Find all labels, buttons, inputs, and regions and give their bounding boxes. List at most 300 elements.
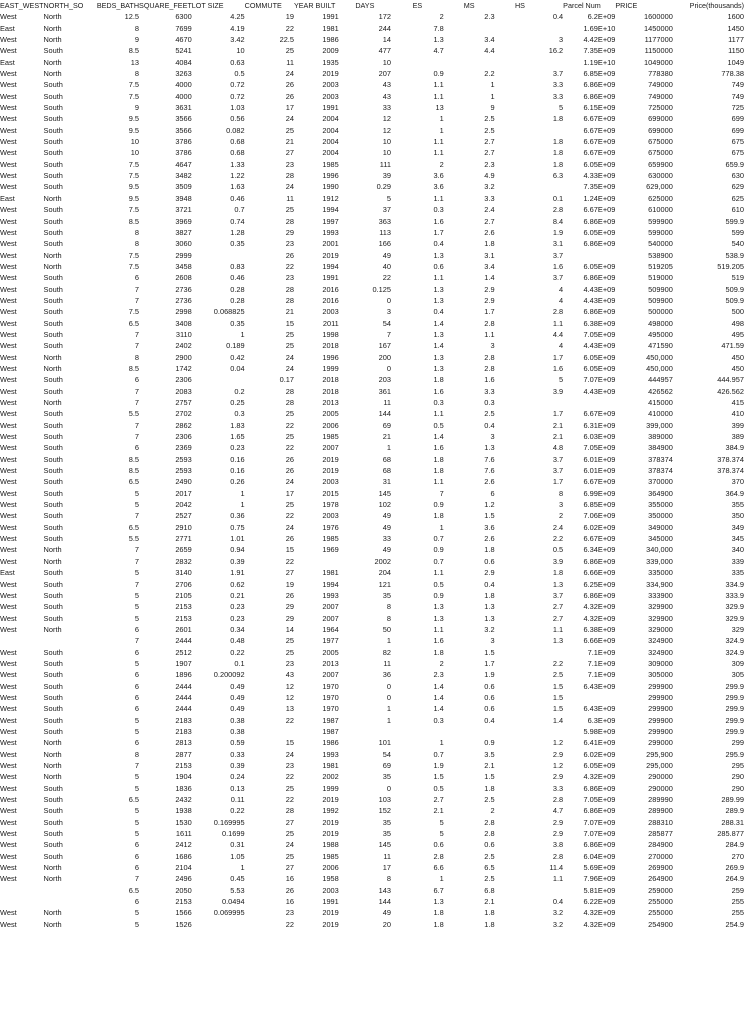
- cell-days[interactable]: 33: [382, 534, 391, 544]
- cell-price-thousands[interactable]: 389: [731, 432, 744, 442]
- cell-ms[interactable]: 1.8: [484, 908, 495, 918]
- cell-year-built[interactable]: 2002: [322, 772, 339, 782]
- cell-parcel-num[interactable]: 7.05E+09: [583, 795, 616, 805]
- cell-es[interactable]: [391, 726, 444, 737]
- cell-east-west[interactable]: East: [0, 57, 15, 67]
- cell-hs[interactable]: [495, 193, 546, 204]
- cell-lot-size[interactable]: 0.63: [230, 57, 245, 67]
- cell-ms[interactable]: 2.4: [484, 205, 495, 215]
- cell-blank[interactable]: 1.8: [552, 159, 564, 169]
- cell-es[interactable]: 5: [439, 817, 444, 827]
- cell-square-feet[interactable]: 1686: [175, 851, 192, 861]
- cell-hs[interactable]: [495, 567, 546, 578]
- cell-hs[interactable]: [495, 817, 546, 828]
- cell-commute[interactable]: 22: [285, 511, 294, 521]
- cell-price[interactable]: 255000: [648, 908, 673, 918]
- cell-price[interactable]: 299900: [648, 681, 673, 691]
- cell-year-built[interactable]: 2004: [322, 148, 339, 158]
- cell-parcel-num[interactable]: 5.98E+09: [583, 726, 616, 736]
- cell-price[interactable]: 299000: [648, 738, 673, 748]
- cell-ms[interactable]: 2.8: [484, 829, 495, 839]
- cell-lot-size[interactable]: 0.46: [230, 193, 245, 203]
- cell-commute[interactable]: 15: [285, 545, 294, 555]
- cell-price-thousands[interactable]: 778.38: [721, 69, 744, 79]
- cell-commute[interactable]: 22.5: [279, 35, 294, 44]
- cell-commute[interactable]: 43: [285, 670, 294, 680]
- cell-es[interactable]: 1.4: [433, 704, 444, 714]
- cell-blank[interactable]: 3: [559, 500, 564, 510]
- cell-hs[interactable]: [495, 454, 546, 465]
- cell-price-thousands[interactable]: 1600: [727, 12, 744, 22]
- cell-ms[interactable]: 0.6: [484, 704, 495, 714]
- cell-north-south[interactable]: South: [43, 477, 63, 487]
- cell-es[interactable]: 1: [439, 125, 444, 135]
- cell-commute[interactable]: 23: [285, 273, 294, 283]
- cell-lot-size[interactable]: 0.62: [230, 579, 245, 589]
- cell-ms[interactable]: 3: [490, 341, 495, 351]
- cell-year-built[interactable]: 1990: [322, 182, 339, 192]
- cell-year-built[interactable]: 1987: [322, 726, 339, 736]
- cell-parcel-num[interactable]: 1.19E+10: [583, 57, 616, 67]
- cell-parcel-num[interactable]: 4.32E+09: [583, 602, 616, 612]
- cell-hs[interactable]: [495, 295, 546, 306]
- cell-price-thousands[interactable]: 625: [731, 193, 744, 203]
- header-commute[interactable]: COMMUTE: [244, 1, 282, 11]
- cell-commute[interactable]: 26: [285, 250, 294, 260]
- cell-commute[interactable]: 24: [285, 114, 294, 124]
- cell-year-built[interactable]: 1991: [322, 273, 339, 283]
- cell-price-thousands[interactable]: 324.9: [725, 636, 744, 646]
- cell-beds-baths[interactable]: 12.5: [124, 12, 140, 22]
- cell-blank[interactable]: 16.2: [548, 46, 564, 56]
- cell-hs[interactable]: [495, 488, 546, 499]
- cell-commute[interactable]: 11: [286, 193, 294, 203]
- cell-price[interactable]: 599000: [648, 227, 673, 237]
- cell-north-south[interactable]: North: [43, 193, 62, 203]
- cell-price[interactable]: 1049000: [644, 57, 673, 67]
- cell-square-feet[interactable]: 5241: [175, 46, 192, 56]
- cell-east-west[interactable]: [0, 896, 44, 907]
- cell-parcel-num[interactable]: 6.86E+09: [583, 783, 616, 793]
- cell-beds-baths[interactable]: 6: [134, 738, 140, 748]
- cell-ms[interactable]: 1.8: [484, 545, 495, 555]
- cell-beds-baths[interactable]: 8.5: [128, 466, 140, 476]
- cell-east-west[interactable]: West: [0, 726, 17, 736]
- cell-hs[interactable]: [495, 11, 546, 22]
- cell-square-feet[interactable]: 3509: [175, 182, 192, 192]
- cell-square-feet[interactable]: 2402: [175, 341, 192, 351]
- cell-square-feet[interactable]: 2369: [175, 443, 192, 453]
- cell-east-west[interactable]: West: [0, 227, 17, 237]
- cell-lot-size[interactable]: 0.22: [230, 806, 245, 816]
- cell-year-built[interactable]: 2004: [322, 125, 339, 135]
- cell-beds-baths[interactable]: 5: [134, 568, 140, 578]
- cell-price-thousands[interactable]: 495: [731, 329, 744, 339]
- cell-es[interactable]: 1.8: [433, 919, 444, 929]
- cell-square-feet[interactable]: 2412: [175, 840, 192, 850]
- cell-days[interactable]: 172: [378, 12, 391, 22]
- cell-blank[interactable]: 1.7: [552, 352, 564, 362]
- cell-blank[interactable]: 4: [559, 341, 564, 351]
- cell-beds-baths[interactable]: 8: [134, 69, 140, 79]
- cell-lot-size[interactable]: 0.23: [230, 602, 245, 612]
- cell-days[interactable]: 1: [386, 443, 391, 453]
- cell-blank[interactable]: 1.3: [552, 636, 564, 646]
- cell-beds-baths[interactable]: 5: [134, 715, 140, 725]
- cell-price[interactable]: 1600000: [644, 12, 673, 22]
- cell-beds-baths[interactable]: 6: [134, 704, 140, 714]
- cell-east-west[interactable]: West: [0, 239, 17, 249]
- cell-price[interactable]: 778380: [648, 69, 673, 79]
- cell-year-built[interactable]: 1991: [322, 103, 339, 113]
- cell-beds-baths[interactable]: 13: [130, 57, 140, 67]
- cell-parcel-num[interactable]: 7.35E+09: [583, 46, 616, 56]
- cell-es[interactable]: 1.3: [433, 352, 444, 362]
- cell-commute[interactable]: 22: [285, 261, 294, 271]
- cell-lot-size[interactable]: 4.19: [230, 23, 245, 33]
- cell-days[interactable]: 40: [382, 261, 391, 271]
- cell-north-south[interactable]: North: [43, 545, 62, 555]
- cell-price[interactable]: 540000: [648, 239, 673, 249]
- cell-hs[interactable]: [495, 681, 546, 692]
- cell-year-built[interactable]: 2001: [322, 239, 339, 249]
- cell-blank[interactable]: 1.2: [552, 738, 564, 748]
- cell-beds-baths[interactable]: 7.5: [128, 171, 140, 181]
- cell-es[interactable]: 7.8: [433, 23, 444, 33]
- cell-year-built[interactable]: 1996: [322, 352, 339, 362]
- cell-east-west[interactable]: West: [0, 806, 17, 816]
- cell-north-south[interactable]: North: [43, 749, 62, 759]
- cell-square-feet[interactable]: 2608: [175, 273, 192, 283]
- cell-price[interactable]: 509900: [648, 295, 673, 305]
- cell-north-south[interactable]: South: [43, 216, 63, 226]
- cell-lot-size[interactable]: 0.2: [234, 386, 245, 396]
- cell-beds-baths[interactable]: 7: [134, 329, 140, 339]
- cell-ms[interactable]: 2.7: [484, 216, 495, 226]
- cell-price-thousands[interactable]: 498: [731, 318, 744, 328]
- cell-east-west[interactable]: West: [0, 103, 17, 113]
- cell-beds-baths[interactable]: 7: [134, 761, 140, 770]
- cell-blank[interactable]: 6.3: [552, 171, 564, 181]
- cell-blank[interactable]: 2.8: [552, 795, 564, 805]
- cell-blank[interactable]: 3.9: [552, 386, 564, 396]
- cell-north-south[interactable]: South: [43, 148, 63, 158]
- cell-price-thousands[interactable]: 290: [731, 783, 744, 793]
- cell-price[interactable]: 270000: [648, 851, 673, 861]
- cell-hs[interactable]: [495, 159, 546, 170]
- cell-days[interactable]: 37: [382, 205, 391, 215]
- cell-lot-size[interactable]: 10: [236, 46, 245, 56]
- cell-parcel-num[interactable]: [563, 397, 615, 408]
- cell-days[interactable]: 0: [386, 692, 391, 702]
- cell-beds-baths[interactable]: 7: [134, 636, 140, 646]
- cell-price[interactable]: 749000: [648, 80, 673, 90]
- cell-es[interactable]: 1: [439, 114, 444, 124]
- cell-north-south[interactable]: [44, 635, 97, 646]
- cell-commute[interactable]: 24: [285, 840, 294, 850]
- cell-east-west[interactable]: East: [0, 23, 15, 33]
- cell-hs[interactable]: [495, 147, 546, 158]
- cell-year-built[interactable]: 2019: [322, 829, 339, 839]
- cell-blank[interactable]: 3.7: [552, 590, 564, 600]
- cell-square-feet[interactable]: 2771: [175, 534, 192, 544]
- cell-north-south[interactable]: South: [43, 273, 63, 283]
- cell-days[interactable]: 33: [382, 103, 391, 113]
- cell-lot-size[interactable]: 1: [240, 863, 245, 873]
- cell-blank[interactable]: 1.6: [552, 363, 564, 373]
- cell-year-built[interactable]: 2019: [322, 454, 339, 464]
- cell-beds-baths[interactable]: 8: [134, 352, 140, 362]
- cell-price[interactable]: 749000: [648, 91, 673, 101]
- cell-blank[interactable]: 3.8: [552, 840, 564, 850]
- cell-price[interactable]: 335000: [648, 568, 673, 578]
- cell-lot-size[interactable]: 0.42: [230, 352, 245, 362]
- cell-ms[interactable]: 1: [490, 80, 495, 90]
- cell-parcel-num[interactable]: [563, 250, 615, 261]
- cell-blank[interactable]: 1.5: [552, 704, 564, 714]
- cell-north-south[interactable]: South: [43, 590, 63, 600]
- cell-es[interactable]: 0.3: [433, 205, 444, 215]
- cell-days[interactable]: 8: [386, 602, 391, 612]
- cell-north-south[interactable]: South: [43, 466, 63, 476]
- cell-commute[interactable]: 26: [285, 534, 294, 544]
- cell-north-south[interactable]: South: [43, 80, 63, 90]
- cell-es[interactable]: 3.6: [433, 171, 444, 181]
- cell-hs[interactable]: [495, 579, 546, 590]
- cell-beds-baths[interactable]: 6.5: [128, 477, 140, 487]
- cell-price[interactable]: 329900: [648, 613, 673, 623]
- cell-east-west[interactable]: West: [0, 307, 17, 317]
- cell-price-thousands[interactable]: 659.9: [725, 159, 744, 169]
- cell-ms[interactable]: 6: [490, 488, 495, 498]
- cell-square-feet[interactable]: 2444: [175, 692, 192, 702]
- cell-days[interactable]: 12: [382, 125, 391, 135]
- cell-ms[interactable]: 1.5: [484, 511, 495, 521]
- cell-price[interactable]: 498000: [648, 318, 673, 328]
- cell-north-south[interactable]: South: [43, 307, 63, 317]
- cell-blank[interactable]: 0.4: [552, 12, 564, 22]
- header-days[interactable]: DAYS: [355, 1, 375, 11]
- cell-price[interactable]: 500000: [648, 307, 673, 317]
- cell-north-south[interactable]: North: [43, 738, 62, 748]
- cell-blank[interactable]: [545, 726, 563, 737]
- cell-north-south[interactable]: North: [43, 624, 62, 634]
- cell-hs[interactable]: [495, 57, 546, 68]
- cell-blank[interactable]: 1.8: [552, 568, 564, 578]
- cell-east-west[interactable]: West: [0, 250, 17, 260]
- cell-commute[interactable]: 28: [285, 398, 294, 407]
- cell-days[interactable]: 477: [378, 46, 391, 56]
- cell-ms[interactable]: 2.8: [484, 363, 495, 373]
- cell-lot-size[interactable]: 0.49: [230, 681, 245, 691]
- cell-price-thousands[interactable]: 749: [731, 80, 744, 90]
- cell-days[interactable]: 152: [378, 806, 391, 816]
- cell-commute[interactable]: 25: [285, 500, 294, 510]
- cell-commute[interactable]: 26: [285, 80, 294, 90]
- cell-ms[interactable]: 1.6: [484, 375, 495, 385]
- cell-blank[interactable]: 1.6: [552, 261, 564, 271]
- cell-commute[interactable]: 24: [285, 363, 294, 373]
- cell-days[interactable]: 11: [383, 398, 391, 407]
- cell-es[interactable]: 0.9: [433, 500, 444, 510]
- cell-north-south[interactable]: North: [43, 919, 62, 929]
- cell-north-south[interactable]: South: [43, 534, 63, 544]
- cell-es[interactable]: 0.6: [433, 840, 444, 850]
- cell-year-built[interactable]: 1970: [322, 692, 339, 702]
- cell-year-built[interactable]: 1985: [322, 432, 339, 442]
- cell-ms[interactable]: 1.2: [484, 500, 495, 510]
- cell-lot-size[interactable]: 0.39: [230, 556, 245, 566]
- cell-east-west[interactable]: West: [0, 375, 17, 385]
- cell-east-west[interactable]: West: [0, 341, 17, 351]
- cell-parcel-num[interactable]: 4.43E+09: [583, 386, 616, 396]
- cell-beds-baths[interactable]: 5: [134, 613, 140, 623]
- cell-price-thousands[interactable]: 299.9: [725, 692, 744, 702]
- cell-blank[interactable]: 1.8: [552, 114, 564, 124]
- cell-es[interactable]: 1.8: [433, 375, 444, 385]
- cell-price[interactable]: 725000: [648, 103, 673, 113]
- cell-lot-size[interactable]: 0.74: [230, 216, 245, 226]
- cell-commute[interactable]: 27: [285, 817, 294, 827]
- cell-es[interactable]: 5: [439, 829, 444, 839]
- cell-beds-baths[interactable]: 6: [134, 624, 140, 634]
- cell-price-thousands[interactable]: 450: [731, 352, 744, 362]
- cell-es[interactable]: 1.3: [433, 295, 444, 305]
- cell-east-west[interactable]: West: [0, 182, 17, 192]
- cell-blank[interactable]: 3: [559, 35, 564, 44]
- cell-es[interactable]: 0.6: [433, 261, 444, 271]
- cell-beds-baths[interactable]: 7: [134, 398, 140, 407]
- cell-price[interactable]: 299900: [648, 715, 673, 725]
- cell-ms[interactable]: 6.5: [484, 863, 495, 873]
- cell-lot-size[interactable]: 1.91: [230, 568, 245, 578]
- cell-year-built[interactable]: 2019: [322, 69, 339, 79]
- cell-parcel-num[interactable]: 6.05E+09: [583, 352, 616, 362]
- cell-es[interactable]: 1: [439, 874, 444, 884]
- cell-north-south[interactable]: South: [43, 726, 63, 736]
- cell-square-feet[interactable]: 1611: [175, 829, 192, 839]
- cell-price[interactable]: 426562: [648, 386, 673, 396]
- cell-hs[interactable]: [495, 79, 546, 90]
- cell-price[interactable]: 675000: [648, 148, 673, 158]
- cell-beds-baths[interactable]: 5.5: [128, 409, 140, 419]
- cell-square-feet[interactable]: 3566: [175, 125, 192, 135]
- cell-price-thousands[interactable]: 538.9: [725, 250, 744, 260]
- cell-year-built[interactable]: 1994: [322, 579, 339, 589]
- cell-parcel-num[interactable]: 6.86E+09: [583, 840, 616, 850]
- cell-commute[interactable]: 16: [285, 897, 294, 907]
- cell-square-feet[interactable]: 1896: [175, 670, 192, 680]
- cell-parcel-num[interactable]: 7.96E+09: [583, 874, 616, 884]
- cell-lot-size[interactable]: 0.94: [230, 545, 245, 555]
- cell-lot-size[interactable]: 0.49: [230, 692, 245, 702]
- cell-ms[interactable]: 2.7: [484, 137, 495, 147]
- cell-lot-size[interactable]: [192, 919, 245, 930]
- cell-east-west[interactable]: West: [0, 919, 17, 929]
- cell-north-south[interactable]: South: [43, 795, 63, 805]
- cell-north-south[interactable]: South: [43, 114, 63, 124]
- cell-blank[interactable]: 8: [559, 488, 564, 498]
- cell-lot-size[interactable]: 0.34: [230, 624, 245, 634]
- cell-days[interactable]: 36: [382, 670, 391, 680]
- cell-price-thousands[interactable]: 324.9: [725, 647, 744, 657]
- cell-lot-size[interactable]: [192, 374, 245, 385]
- cell-parcel-num[interactable]: 4.43E+09: [583, 341, 616, 351]
- cell-east-west[interactable]: West: [0, 386, 17, 396]
- cell-square-feet[interactable]: 3110: [175, 329, 192, 339]
- cell-square-feet[interactable]: 2153: [175, 613, 192, 623]
- cell-ms[interactable]: 1.9: [484, 670, 495, 680]
- cell-price[interactable]: 625000: [648, 193, 673, 203]
- cell-beds-baths[interactable]: 5: [134, 590, 140, 600]
- cell-price[interactable]: 675000: [648, 137, 673, 147]
- cell-days[interactable]: 145: [378, 488, 391, 498]
- cell-hs[interactable]: [495, 182, 546, 193]
- cell-blank[interactable]: 3.3: [552, 783, 564, 793]
- cell-beds-baths[interactable]: 6: [134, 670, 140, 680]
- cell-parcel-num[interactable]: 4.42E+09: [583, 35, 616, 44]
- cell-es[interactable]: 1.8: [433, 511, 444, 521]
- cell-parcel-num[interactable]: 6.86E+09: [583, 556, 616, 566]
- cell-es[interactable]: 1.7: [433, 227, 444, 237]
- cell-es[interactable]: 0.5: [433, 579, 444, 589]
- cell-square-feet[interactable]: 2998: [175, 307, 192, 317]
- cell-blank[interactable]: 1.1: [552, 874, 564, 884]
- cell-blank[interactable]: 1.7: [552, 409, 564, 419]
- cell-price[interactable]: 1450000: [644, 23, 673, 33]
- cell-square-feet[interactable]: 4000: [175, 80, 192, 90]
- cell-square-feet[interactable]: 1836: [175, 783, 192, 793]
- cell-price-thousands[interactable]: 345: [731, 534, 744, 544]
- cell-price-thousands[interactable]: 255: [731, 908, 744, 918]
- cell-price-thousands[interactable]: 288.31: [721, 817, 744, 827]
- cell-lot-size[interactable]: 0.16: [230, 454, 245, 464]
- cell-beds-baths[interactable]: 7: [134, 511, 140, 521]
- cell-lot-size[interactable]: 0.24: [230, 772, 245, 782]
- cell-parcel-num[interactable]: 1.69E+10: [583, 23, 616, 33]
- cell-hs[interactable]: [495, 68, 546, 79]
- cell-lot-size[interactable]: 0.11: [230, 795, 245, 805]
- cell-price[interactable]: 259000: [648, 885, 673, 895]
- cell-es[interactable]: 0.9: [433, 590, 444, 600]
- cell-east-west[interactable]: West: [0, 840, 17, 850]
- cell-commute[interactable]: 25: [285, 329, 294, 339]
- cell-beds-baths[interactable]: 7.5: [128, 159, 140, 169]
- cell-parcel-num[interactable]: 6.67E+09: [583, 205, 616, 215]
- cell-lot-size[interactable]: [192, 250, 245, 261]
- cell-year-built[interactable]: 1976: [322, 522, 339, 532]
- cell-east-west[interactable]: West: [0, 329, 17, 339]
- cell-commute[interactable]: 21: [285, 307, 294, 317]
- cell-ms[interactable]: 2.3: [484, 12, 495, 22]
- header-es[interactable]: ES: [412, 1, 423, 11]
- cell-square-feet[interactable]: 2444: [175, 704, 192, 714]
- cell-lot-size[interactable]: 1: [240, 488, 245, 498]
- cell-days[interactable]: 204: [378, 568, 391, 578]
- cell-days[interactable]: 363: [378, 216, 391, 226]
- cell-parcel-num[interactable]: 6.01E+09: [583, 454, 616, 464]
- cell-blank[interactable]: 2: [559, 511, 564, 521]
- cell-parcel-num[interactable]: 7.35E+09: [583, 182, 616, 192]
- cell-ms[interactable]: 2.6: [484, 477, 495, 487]
- cell-parcel-num[interactable]: 6.86E+09: [583, 80, 616, 90]
- cell-east-west[interactable]: West: [0, 647, 17, 657]
- cell-ms[interactable]: 1.8: [484, 919, 495, 929]
- cell-days[interactable]: 68: [382, 466, 391, 476]
- cell-square-feet[interactable]: 2813: [175, 738, 192, 748]
- cell-days[interactable]: 49: [382, 511, 391, 521]
- cell-beds-baths[interactable]: 6: [134, 840, 140, 850]
